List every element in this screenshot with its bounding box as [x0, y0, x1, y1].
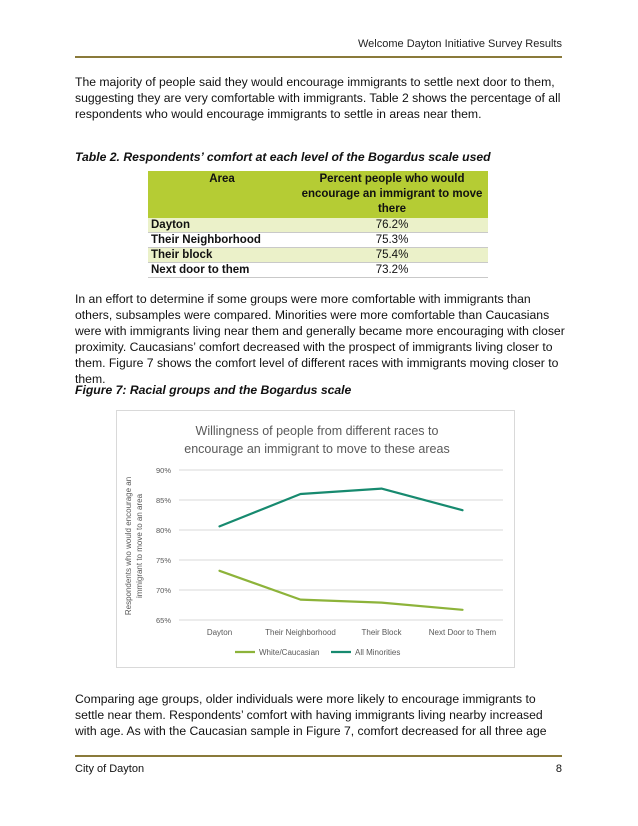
subsample-paragraph: In an effort to determine if some groups were more comfortable with immigrants than others, subsamples were compared. Minorities were more comfortable than Caucasians were with immigrants living near them and generally became more encouraging with closer proximity. Caucasians’ comfort decreased with the prospect of immigrants living closer to them. Figure 7 shows the comfort level of different races with immigrants moving closer to them. — [75, 292, 565, 386]
running-header: Welcome Dayton Initiative Survey Results — [358, 38, 562, 50]
y-tick-label: 90% — [155, 466, 171, 475]
y-axis-label-line1: Respondents who would encourage an — [124, 476, 133, 616]
footer-rule — [75, 755, 562, 757]
legend-label: All Minorities — [355, 648, 401, 657]
table-caption: Table 2. Respondents’ comfort at each level of the Bogardus scale used — [75, 150, 491, 164]
page-number: 8 — [555, 763, 562, 775]
header-rule — [75, 56, 562, 58]
y-axis-label-line2: immigrant to move to an area — [135, 493, 144, 599]
chart-title-line1: Willingness of people from different races to — [195, 424, 439, 438]
table-row — [148, 218, 488, 233]
x-tick-label: Dayton — [206, 628, 233, 637]
y-tick-label: 80% — [155, 526, 171, 535]
legend-label: White/Caucasian — [259, 648, 320, 657]
x-tick-label: Their Block — [361, 628, 402, 637]
row-value: 75.4% — [296, 248, 488, 263]
table-row — [148, 263, 488, 278]
row-value: 76.2% — [296, 218, 488, 233]
figure-7-chart — [116, 410, 515, 668]
row-value: 75.3% — [296, 233, 488, 248]
col-header-area: Area — [148, 171, 296, 218]
x-tick-label: Their Neighborhood — [265, 628, 336, 637]
series-line-all-minorities — [220, 489, 463, 527]
y-tick-label: 70% — [155, 586, 171, 595]
y-tick-label: 65% — [155, 616, 171, 625]
row-area: Dayton — [148, 218, 296, 233]
row-value: 73.2% — [296, 263, 488, 278]
x-tick-label: Next Door to Them — [428, 628, 497, 637]
bogardus-table — [148, 171, 488, 278]
closing-paragraph: Comparing age groups, older individuals were more likely to encourage immigrants to settle near them. Respondents’ comfort with having immigrants living nearby increased with age. As with the Caucasian sample in Figure 7, comfort decreased for all three age — [75, 692, 547, 738]
intro-paragraph: The majority of people said they would encourage immigrants to settle next door to them, suggesting they are very comfortable with immigrants. Table 2 shows the percentage of all respondents who would encourage immigrants to settle in areas near them. — [75, 75, 561, 121]
col-header-percent: Percent people who would encourage an immigrant to move there — [296, 171, 488, 218]
y-tick-label: 75% — [155, 556, 171, 565]
chart-title-line2: encourage an immigrant to move to these areas — [184, 442, 450, 456]
line-chart-svg — [117, 411, 514, 667]
row-area: Next door to them — [148, 263, 296, 278]
y-tick-label: 85% — [155, 496, 171, 505]
footer-city: City of Dayton — [75, 763, 145, 775]
table-row — [148, 248, 488, 263]
table-header-row — [148, 171, 488, 218]
row-area: Their Neighborhood — [148, 233, 296, 248]
figure-caption: Figure 7: Racial groups and the Bogardus scale — [75, 383, 352, 397]
table-row — [148, 233, 488, 248]
row-area: Their block — [148, 248, 296, 263]
